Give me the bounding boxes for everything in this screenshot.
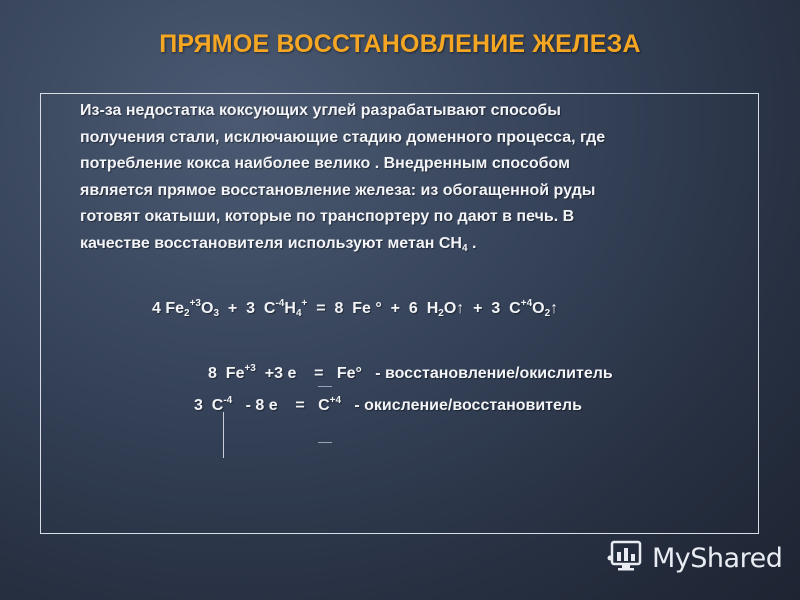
- paragraph-line: получения стали, исключающие стадию доменного процесса, где: [80, 128, 606, 146]
- paragraph-line: готовят окатыши, которые по транспортеру по дают в печь. В: [80, 208, 575, 225]
- reduction-half-reaction: 8 $Fe^{+3} +3$ e = Fe° - восстановление/окислитель: [208, 363, 613, 382]
- main-equation: 4 $Fe_2^{+3}O_3 + 3$ $C^{-4}H_4^+ = 8$ Fe ° + 6 $H_2O↑ + 3$ $C^{+4}O_2↑$: [152, 298, 559, 319]
- divider-line: [318, 386, 332, 387]
- body-paragraph: [80, 98, 730, 262]
- paragraph-line: потребление кокса наиболее велико . Внедренным способом: [80, 155, 570, 172]
- divider-line: [223, 412, 224, 458]
- slide-title: ПРЯМОЕ ВОССТАНОВЛЕНИЕ ЖЕЛЕЗА: [159, 30, 641, 58]
- oxidation-half-reaction: 3 $C^{-4} - 8$ e = $C^{+4}$ - окисление/восстановитель: [194, 395, 582, 414]
- paragraph-line: Из-за недостатка коксующих углей разрабатывают способы: [80, 102, 561, 119]
- paragraph-line: качестве восстановителя используют метан $СН_4$ .: [80, 234, 477, 254]
- watermark-text: MyShared: [652, 542, 783, 574]
- divider-line: [318, 442, 332, 443]
- bar-chart-monitor-icon: [606, 538, 646, 579]
- watermark-logo: [606, 538, 786, 578]
- paragraph-line: является прямое восстановление железа: из обогащенной руды: [80, 181, 596, 199]
